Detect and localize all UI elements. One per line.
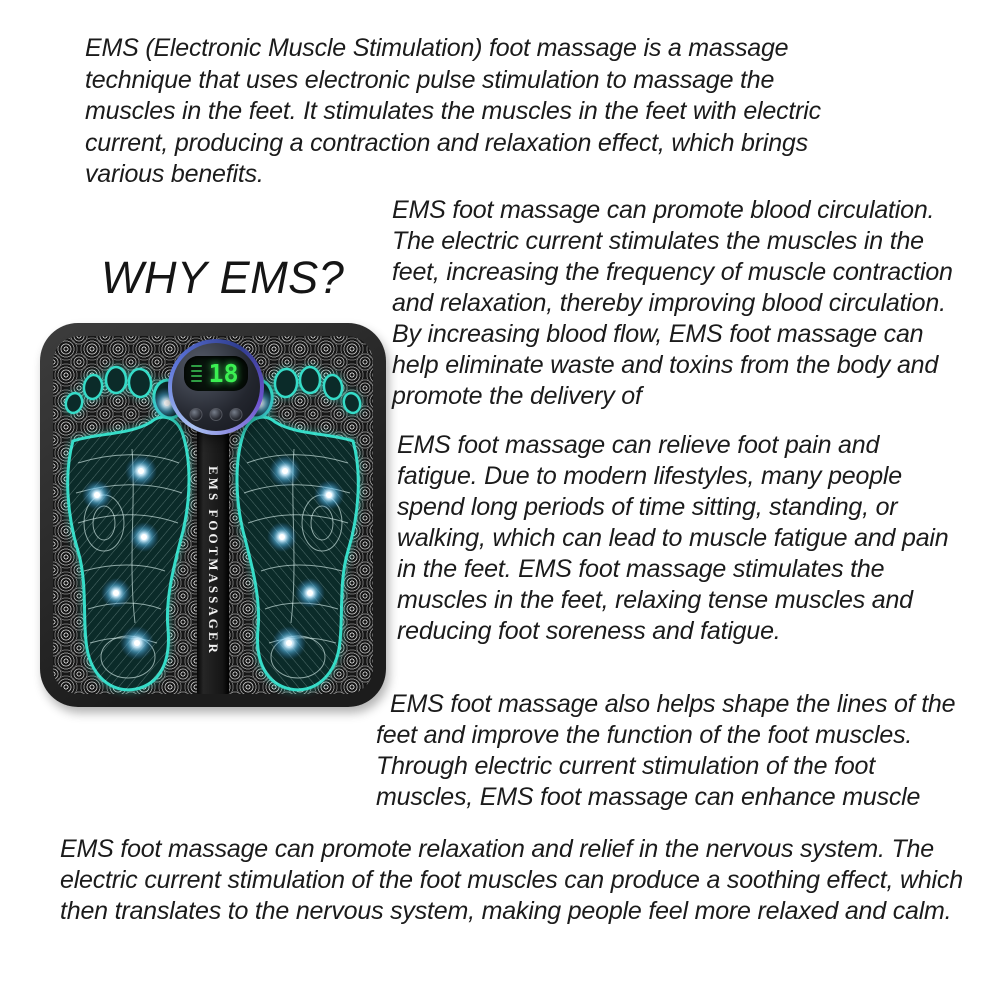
benefit-circulation-paragraph: EMS foot massage can promote blood circulation. The electric current stimulates the muscles in the feet, increasing the frequency of muscle contraction and relaxation, thereby improving blood circulation. By increasing blood flow, EMS foot massage can help eliminate waste and toxins from the body and promote the delivery of [392, 196, 953, 410]
display-value: 18 [208, 359, 239, 389]
benefit-relaxation-paragraph: EMS foot massage can promote relaxation and relief in the nervous system. The electric current stimulation of the foot muscles can produce a soothing effect, which then translates to the nervous system, making people feel more relaxed and calm. [60, 835, 963, 925]
controller-face [172, 343, 260, 431]
pad-center-strip [197, 427, 229, 694]
controller-button [230, 408, 243, 421]
controller-display [184, 356, 247, 391]
display-mode-labels [191, 365, 202, 382]
brand-label-vertical: EMS FOOTMASSAGER [206, 465, 221, 656]
benefit-muscle-tone-paragraph: EMS foot massage also helps shape the lines of the feet and improve the function of the foot muscles. Through electric current stimulation of the foot muscles, EMS foot massage can enhance muscle [376, 690, 956, 811]
intro-paragraph: EMS (Electronic Muscle Stimulation) foot massage is a massage technique that uses electronic pulse stimulation to massage the muscles in the feet. It stimulates the muscles in the feet with electric current, producing a contraction and relaxation effect, which brings various benefits. [85, 34, 821, 188]
controller-buttons [190, 408, 243, 421]
controller-button [190, 408, 203, 421]
foot-massager-pad [40, 323, 386, 707]
controller-button [210, 408, 223, 421]
why-ems-heading: WHY EMS? [101, 252, 345, 303]
controller-unit [168, 339, 264, 435]
benefit-pain-relief-paragraph: EMS foot massage can relieve foot pain and fatigue. Due to modern lifestyles, many people spend long periods of time sitting, standing, or walking, which can lead to muscle fatigue and pain in the feet. EMS foot massage stimulates the muscles in the feet, relaxing tense muscles and reducing foot soreness and fatigue. [397, 431, 949, 645]
